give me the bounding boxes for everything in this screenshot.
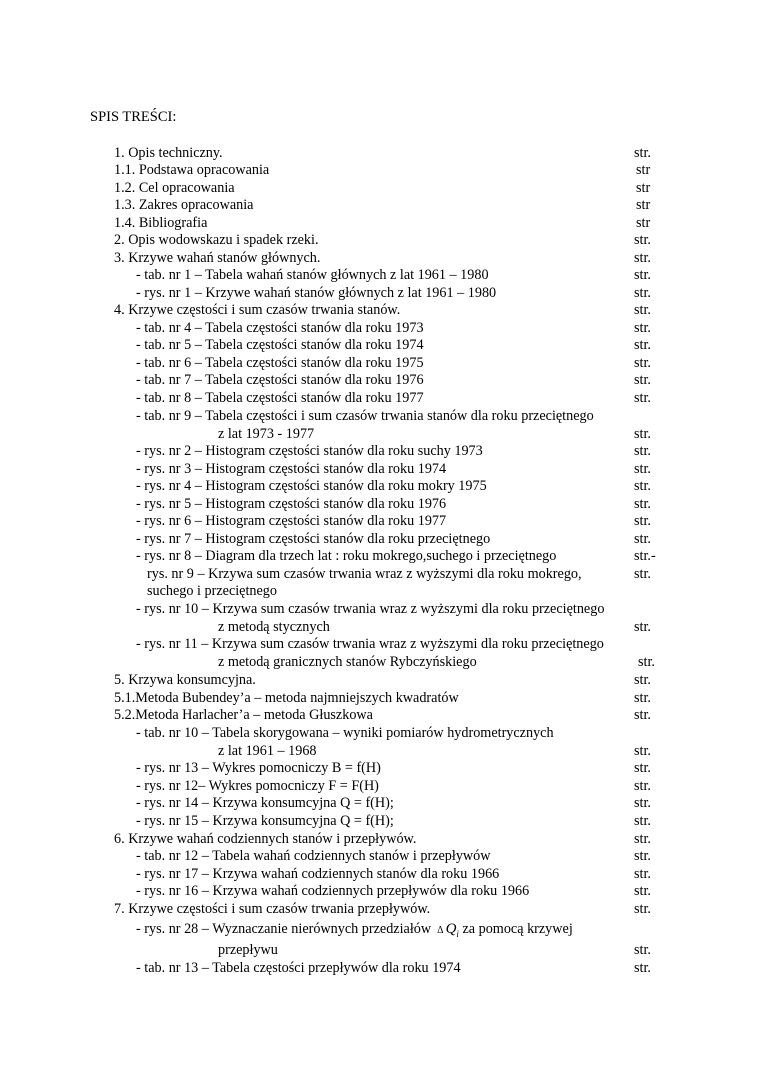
toc-entry-text: 1.1. Podstawa opracowania	[114, 162, 270, 178]
toc-entry-text: - rys. nr 1 – Krzywe wahań stanów głównych z lat 1961 – 1980	[136, 285, 497, 301]
toc-entry	[0, 302, 760, 320]
toc-page-ref: str.	[634, 813, 651, 829]
toc-entry	[0, 285, 760, 303]
toc-page-ref: str.	[634, 232, 651, 248]
toc-entry-text: - rys. nr 8 – Diagram dla trzech lat : roku mokrego,suchego i przeciętnego	[136, 548, 557, 564]
toc-page-ref: str.	[634, 355, 651, 371]
toc-entry	[0, 443, 760, 461]
toc-page-ref: str.	[634, 426, 651, 442]
toc-page-ref: str	[636, 215, 651, 231]
toc-entry-text: - rys. nr 7 – Histogram częstości stanów dla roku przeciętnego	[136, 531, 491, 547]
toc-entry-text: - rys. nr 3 – Histogram częstości stanów dla roku 1974	[136, 461, 447, 477]
toc-entry	[0, 960, 760, 978]
toc-entry-text: - rys. nr 28 – Wyznaczanie nierównych przedziałów	[136, 921, 432, 937]
toc-entry-text: 1.4. Bibliografia	[114, 215, 208, 231]
toc-entry	[0, 583, 760, 601]
toc-entry-text: 6. Krzywe wahań codziennych stanów i przepływów.	[114, 831, 417, 847]
toc-entry-text: suchego i przeciętnego	[147, 583, 277, 599]
toc-entry	[0, 426, 760, 444]
toc-entry	[0, 337, 760, 355]
toc-entry-text: z lat 1961 – 1968	[218, 743, 317, 759]
toc-entry	[0, 145, 760, 163]
toc-page-ref: str	[636, 180, 651, 196]
toc-page-ref: str	[636, 197, 651, 213]
toc-entry-text: - rys. nr 10 – Krzywa sum czasów trwania wraz z wyższymi dla roku przeciętnego	[136, 601, 605, 617]
toc-entry	[0, 725, 760, 743]
toc-entry-text: 4. Krzywe częstości i sum czasów trwania stanów.	[114, 302, 401, 318]
toc-entry	[0, 531, 760, 549]
toc-entry-text: - tab. nr 9 – Tabela częstości i sum czasów trwania stanów dla roku przeciętnego	[136, 408, 594, 424]
toc-entry-text: - rys. nr 4 – Histogram częstości stanów dla roku mokry 1975	[136, 478, 487, 494]
toc-entry-text: z metodą stycznych	[218, 619, 330, 635]
toc-entry-text: - tab. nr 8 – Tabela częstości stanów dla roku 1977	[136, 390, 424, 406]
toc-entry	[0, 355, 760, 373]
toc-entry-text: - tab. nr 6 – Tabela częstości stanów dla roku 1975	[136, 355, 424, 371]
toc-entry-text: - rys. nr 2 – Histogram częstości stanów dla roku suchy 1973	[136, 443, 483, 459]
toc-entry	[0, 513, 760, 531]
toc-page-ref: str.	[634, 960, 651, 976]
toc-entry-text: z metodą granicznych stanów Rybczyńskiego	[218, 654, 477, 670]
toc-entry-text: - rys. nr 5 – Histogram częstości stanów dla roku 1976	[136, 496, 447, 512]
toc-page-ref: str.	[634, 145, 651, 161]
toc-entry	[0, 795, 760, 813]
toc-entry	[0, 848, 760, 866]
toc-entry	[0, 566, 760, 584]
toc-page-ref: str.	[634, 443, 651, 459]
toc-entry-text: 2. Opis wodowskazu i spadek rzeki.	[114, 232, 319, 248]
toc-entry-text: 7. Krzywe częstości i sum czasów trwania przepływów.	[114, 901, 431, 917]
toc-entry	[0, 743, 760, 761]
toc-entry	[0, 267, 760, 285]
toc-entry-text: - rys. nr 14 – Krzywa konsumcyjna Q = f(H);	[136, 795, 394, 811]
toc-entry	[0, 408, 760, 426]
toc-entry	[0, 162, 760, 180]
toc-entry-text: rys. nr 9 – Krzywa sum czasów trwania wraz z wyższymi dla roku mokrego,	[147, 566, 582, 582]
toc-entry-text: - tab. nr 12 – Tabela wahań codziennych stanów i przepływów	[136, 848, 491, 864]
toc-page-ref: str.	[634, 942, 651, 958]
toc-page-ref: str.	[634, 672, 651, 688]
toc-entry	[0, 813, 760, 831]
toc-entry	[0, 390, 760, 408]
toc-entry-text: - rys. nr 11 – Krzywa sum czasów trwania wraz z wyższymi dla roku przeciętnego	[136, 636, 604, 652]
toc-page-ref: str.	[634, 513, 651, 529]
toc-entry	[0, 478, 760, 496]
toc-entry	[0, 250, 760, 268]
toc-entry	[0, 636, 760, 654]
delta-symbol: Δ	[437, 925, 444, 936]
toc-page-ref: str.	[634, 478, 651, 494]
toc-entry	[0, 461, 760, 479]
toc-page-ref: str.	[634, 743, 651, 759]
toc-entry-text: - rys. nr 12– Wykres pomocniczy F = F(H)	[136, 778, 379, 794]
toc-entry-text: 1.2. Cel opracowania	[114, 180, 235, 196]
delta-q-formula	[437, 921, 459, 937]
toc-page-ref: str.	[634, 320, 651, 336]
q-subscript: i	[456, 929, 459, 939]
toc-entry-text: - rys. nr 13 – Wykres pomocniczy B = f(H)	[136, 760, 381, 776]
toc-entry-text: - rys. nr 15 – Krzywa konsumcyjna Q = f(H);	[136, 813, 394, 829]
toc-entry	[0, 942, 760, 960]
toc-page-ref: str.	[634, 372, 651, 388]
toc-entry-text: przepływu	[218, 942, 278, 958]
toc-entry	[0, 831, 760, 849]
toc-page-ref: str.	[634, 496, 651, 512]
toc-entry-text: 5. Krzywa konsumcyjna.	[114, 672, 256, 688]
q-letter: Q	[445, 921, 457, 937]
toc-page-ref: str.	[634, 778, 651, 794]
toc-entry	[0, 197, 760, 215]
toc-page-ref: str.	[634, 566, 651, 582]
toc-title: SPIS TREŚCI:	[90, 109, 177, 125]
toc-entry	[0, 548, 760, 566]
toc-entry-text: 1.3. Zakres opracowania	[114, 197, 254, 213]
toc-entry-text: - tab. nr 4 – Tabela częstości stanów dla roku 1973	[136, 320, 424, 336]
toc-page-ref: str.	[634, 831, 651, 847]
toc-page-ref: str.	[634, 848, 651, 864]
toc-page-ref: str.	[634, 285, 651, 301]
toc-page-ref: str.	[634, 901, 651, 917]
toc-entry	[0, 601, 760, 619]
toc-page-ref: str.	[634, 461, 651, 477]
toc-page-ref: str.	[634, 250, 651, 266]
toc-page-ref: str.	[634, 707, 651, 723]
toc-entry-text: - tab. nr 5 – Tabela częstości stanów dla roku 1974	[136, 337, 424, 353]
toc-page-ref: str.	[634, 337, 651, 353]
toc-entry	[0, 866, 760, 884]
toc-page-ref: str.	[634, 883, 651, 899]
toc-page-ref: str.	[634, 531, 651, 547]
toc-entry	[0, 215, 760, 233]
toc-entry-text: - rys. nr 16 – Krzywa wahań codziennych przepływów dla roku 1966	[136, 883, 530, 899]
toc-page-ref: str.	[638, 654, 655, 670]
toc-entry-text: - rys. nr 17 – Krzywa wahań codziennych stanów dla roku 1966	[136, 866, 500, 882]
toc-entry	[0, 760, 760, 778]
toc-entry-text: - rys. nr 6 – Histogram częstości stanów dla roku 1977	[136, 513, 447, 529]
toc-entry-text: - tab. nr 10 – Tabela skorygowana – wyniki pomiarów hydrometrycznych	[136, 725, 554, 741]
toc-entry	[0, 654, 760, 672]
toc-entry-text-continued: za pomocą krzywej	[458, 921, 573, 937]
toc-entry	[0, 921, 760, 939]
toc-page-ref: str.-	[634, 548, 656, 564]
toc-entry	[0, 180, 760, 198]
toc-entry	[0, 496, 760, 514]
toc-page-ref: str.	[634, 302, 651, 318]
toc-entry	[0, 707, 760, 725]
toc-entry-text: - tab. nr 1 – Tabela wahań stanów głównych z lat 1961 – 1980	[136, 267, 489, 283]
toc-entry	[0, 901, 760, 919]
toc-entry-text: z lat 1973 - 1977	[218, 426, 315, 442]
toc-page-ref: str.	[634, 390, 651, 406]
toc-page-ref: str.	[634, 619, 651, 635]
toc-entry-text: - tab. nr 13 – Tabela częstości przepływów dla roku 1974	[136, 960, 461, 976]
toc-entry	[0, 619, 760, 637]
toc-page-ref: str	[636, 162, 651, 178]
toc-page-ref: str.	[634, 267, 651, 283]
toc-entry	[0, 372, 760, 390]
toc-page-ref: str.	[634, 690, 651, 706]
toc-entry	[0, 320, 760, 338]
toc-entry	[0, 232, 760, 250]
toc-page-ref: str.	[634, 760, 651, 776]
toc-entry-text: 1. Opis techniczny.	[114, 145, 223, 161]
toc-page-ref: str.	[634, 795, 651, 811]
toc-entry	[0, 883, 760, 901]
q-symbol	[446, 921, 459, 937]
toc-entry	[0, 690, 760, 708]
toc-page-ref: str.	[634, 866, 651, 882]
toc-entry-text: 3. Krzywe wahań stanów głównych.	[114, 250, 321, 266]
toc-entry-text: - tab. nr 7 – Tabela częstości stanów dla roku 1976	[136, 372, 424, 388]
toc-entry-text: 5.2.Metoda Harlacher’a – metoda Głuszkowa	[114, 707, 373, 723]
toc-entry-line	[136, 921, 573, 944]
toc-entry	[0, 778, 760, 796]
toc-entry	[0, 672, 760, 690]
toc-entry-text: 5.1.Metoda Bubendey’a – metoda najmniejszych kwadratów	[114, 690, 459, 706]
